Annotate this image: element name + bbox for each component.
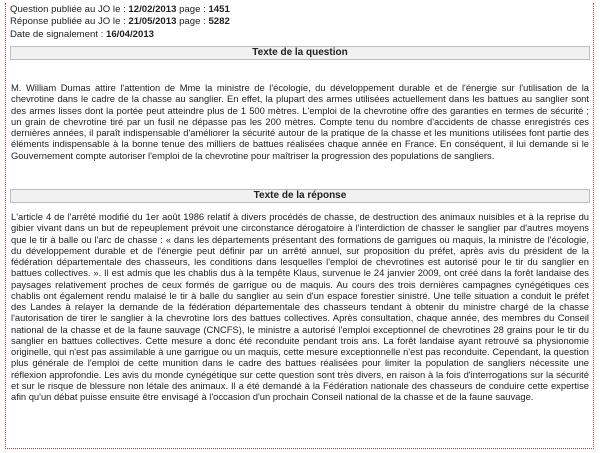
publication-metadata (10, 4, 590, 41)
response-text: L'article 4 de l'arrêté modifié du 1er août 1986 relatif à divers procédés de chasse, de destruction des animaux nuisibles et à la reprise du gibier vivant dans un but de repeuplement prévoit une circonstance dérogatoire à l'interdiction de chasser le sanglier par d'autres moyens que le tir à balle ou l'arc de chasse : « dans les départements présentant des formations de garrigues ou maquis, la ministre de l'écologie, du développement durable et de l'énergie peut définir par un arrêté annuel, sur proposition du préfet, après avis du président de la fédération départementale des chasseurs, les conditions dans lesquelles l'emploi de chevrotines est autorisé pour le tir du sanglier en battues collectives. ». Il est admis que les chablis dus à la tempête Klaus, survenue le 24 janvier 2009, ont créé dans la forêt landaise des paysages relativement proches de ceux formés de garrigue ou de maquis. Au cours des trois dernières campagnes cynégétiques ces chablis ont également rendu malaisé le tir à balle du sanglier au sein d'un espace forestier sinistré. Une telle situation a conduit le préfet des Landes à relayer la demande de la fédération départementale des chasseurs tendant à obtenir du ministre chargé de la chasse l'autorisation de tirer le sanglier à la chevrotine lors des battues collectives. Après consultation, chaque année, des membres du Conseil national de la chasse et de la faune sauvage (CNCFS), le ministre a autorisé l'emploi exceptionnel de chevrotines 28 grains pour le tir du sanglier en battues collectives. Cette mesure a donc été reconduite pendant trois ans. La forêt landaise ayant retrouvé sa physionomie originelle, qui n'est pas assimilable à une garrigue ou un maquis, cette mesure exceptionnelle n'est pas reconduite. Cependant, la question plus générale de l'emploi de cette munition dans le cadre des battues réalisées pour limiter la population de sangliers nécessite une réflexion approfondie. Les avis du monde cynégétique sur cette question sont très divers, en raison à la fois d'interrogations sur la sécurité et sur le risque de blessure non létale des animaux. Il a été demandé à la Fédération nationale des chasseurs de conduire cette expertise afin qu'un débat puisse ensuite être envisagé à l'occasion d'un prochain Conseil national de la chasse et de la faune sauvage. (11, 211, 589, 402)
question-published-label: Question publiée au JO le : (10, 4, 129, 15)
report-date-row (10, 29, 590, 41)
report-date-value: 16/04/2013 (106, 28, 155, 40)
response-page-number: 5282 (208, 16, 230, 28)
question-text: M. William Dumas attire l'attention de Mme la ministre de l'écologie, du développement durable et de l'énergie sur l'utilisation de la chevrotine dans le cadre de la chasse au sanglier. En effet, la plupart des armes utilisées actuellement dans les battues au sanglier sont des armes lisses dont la portée peut atteindre plus de 1 500 mètres. L'emploi de la chevrotine offre des garanties en termes de sécurité ; un grain de chevrotine tiré par un fusil ne dépasse pas les 200 mètres. Compte tenu du nombre d'accidents de chasse enregistrés ces dernières années, il paraît indispensable d'améliorer la sécurité autour de la pratique de la chasse et les munitions utilisées font partie des éléments indispensable à la bonne tenue des milliers de battues réalisées chaque année en France. En conséquent, il lui demande si le Gouvernement compte autoriser l'emploi de la chevrotine pour maîtriser la progression des populations de sangliers. (11, 82, 589, 161)
response-page-label: page : (176, 16, 209, 28)
response-published-label: Réponse publiée au JO le : (10, 16, 129, 28)
response-publication-row (10, 16, 590, 28)
question-section-header: Texte de la question (10, 46, 590, 60)
response-published-date: 21/05/2013 (128, 16, 177, 28)
question-publication-row (10, 4, 590, 16)
question-published-date: 12/02/2013 (128, 4, 177, 15)
report-date-label: Date de signalement : (10, 28, 106, 40)
response-section-header: Texte de la réponse (10, 189, 590, 203)
question-page-number: 1451 (208, 4, 230, 15)
question-page-label: page : (176, 4, 209, 15)
